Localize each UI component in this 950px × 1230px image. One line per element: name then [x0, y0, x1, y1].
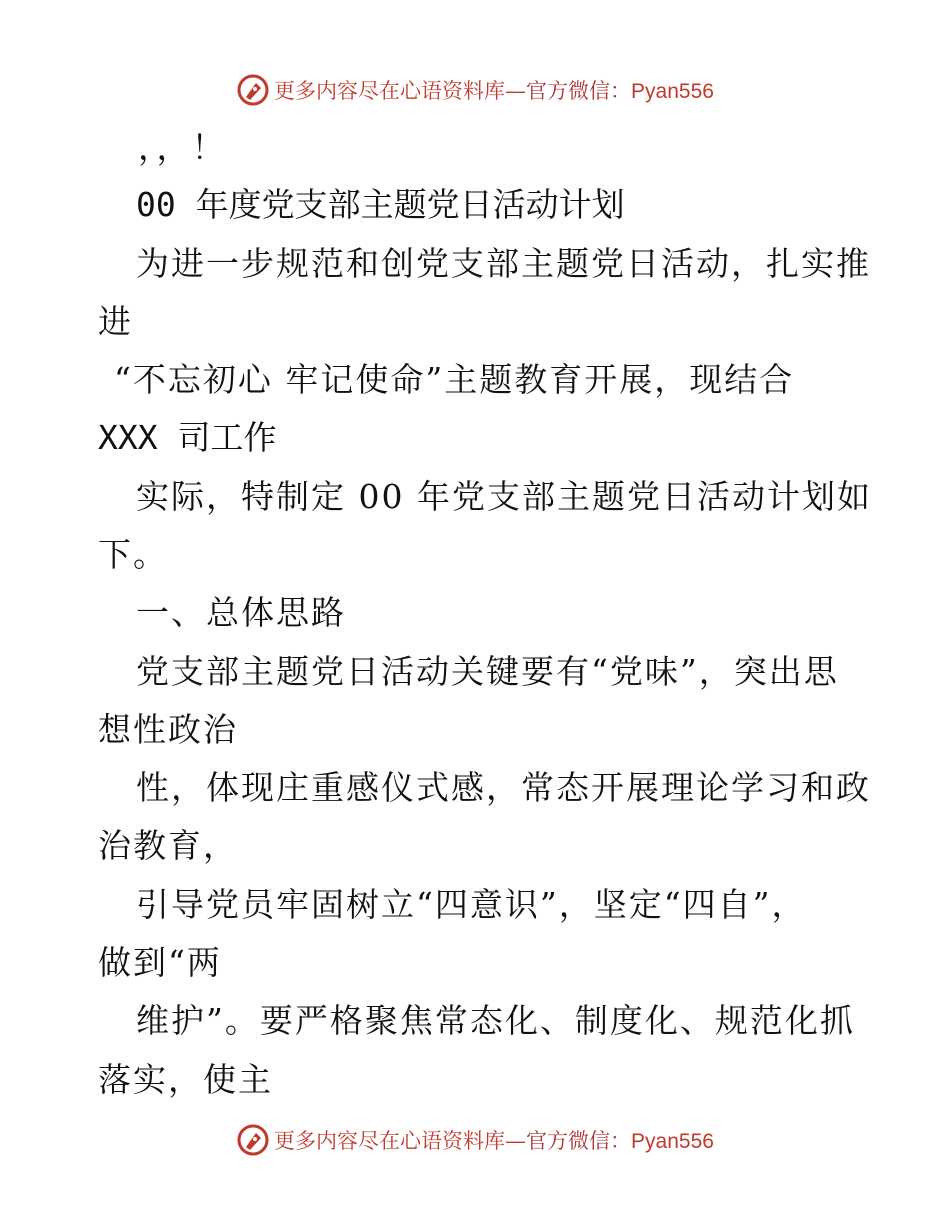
doc-line-punct: ，，！	[138, 128, 227, 167]
pen-nib-icon	[236, 73, 270, 107]
watermark-text: 更多内容尽在心语资料库—官方微信：Pyan556	[274, 1129, 714, 1153]
doc-line: 做到“两	[98, 943, 222, 982]
pen-nib-icon	[236, 1123, 270, 1157]
doc-line: 落实，使主	[98, 1060, 273, 1099]
watermark-banner-bottom	[0, 1120, 950, 1160]
doc-line: “不忘初心 牢记使命”主题教育开展，现结合	[114, 360, 795, 399]
doc-line: 进	[98, 302, 133, 341]
section-heading: 一、总体思路	[136, 593, 346, 632]
doc-line: 党支部主题党日活动关键要有“党味”，突出思	[136, 652, 839, 691]
watermark-banner-top	[0, 70, 950, 110]
doc-line: 实际，特制定 00 年党支部主题党日活动计划如	[136, 477, 872, 516]
watermark-text: 更多内容尽在心语资料库—官方微信：Pyan556	[274, 79, 714, 103]
doc-line: 想性政治	[98, 710, 238, 749]
doc-line: 引导党员牢固树立“四意识”，坚定“四自”，	[136, 885, 807, 924]
doc-line: XXX 司工作	[98, 418, 277, 457]
doc-line: 维护”。要严格聚焦常态化、制度化、规范化抓	[136, 1001, 855, 1040]
doc-title	[136, 185, 625, 225]
doc-line: 下。	[98, 535, 168, 574]
doc-title-text: 00 年度党支部主题党日活动计划	[136, 185, 625, 224]
doc-line: 性，体现庄重感仪式感，常态开展理论学习和政	[136, 768, 871, 807]
doc-line: 治教育，	[98, 826, 238, 865]
doc-line: 为进一步规范和创党支部主题党日活动，扎实推	[136, 244, 871, 283]
